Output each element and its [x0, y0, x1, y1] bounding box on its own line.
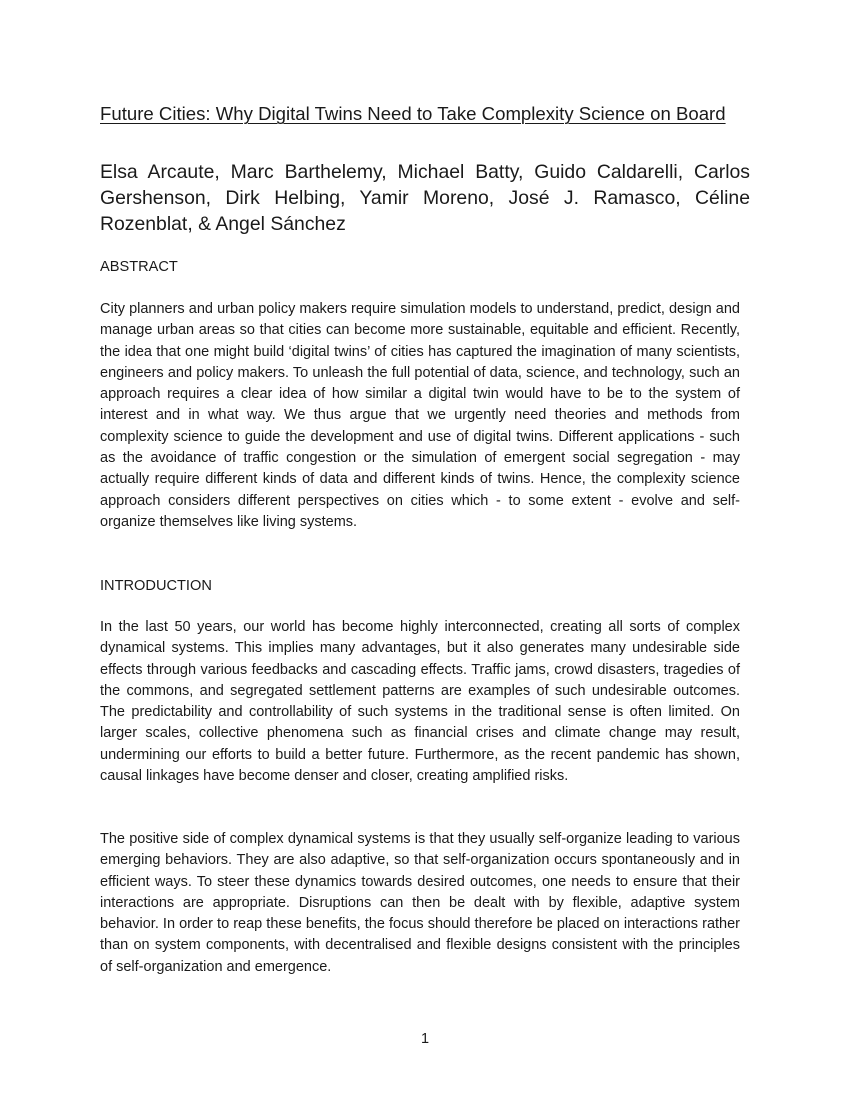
- section-heading-introduction: INTRODUCTION: [100, 578, 212, 594]
- abstract-paragraph: City planners and urban policy makers require simulation models to understand, predict, design and manage urban areas so that cities can become more sustainable, equitable and efficient. Recently, the idea that one might build ‘digital twins’ of cities has captured the imagination of many scientists, engineers and policy makers. To unleash the full potential of data, science, and technology, such an approach requires a clear idea of how similar a digital twin would have to be to the system of interest and in what way. We thus argue that we urgently need theories and methods from complexity science to guide the development and use of digital twins. Different applications - such as the avoidance of traffic congestion or the simulation of emergent social segregation - may actually require different kinds of data and different kinds of twins. Hence, the complexity science approach considers different perspectives on cities which - to some extent - evolve and self-organize themselves like living systems.: [100, 301, 740, 530]
- page-number: 1: [420, 1031, 430, 1047]
- author-list: Elsa Arcaute, Marc Barthelemy, Michael Batty, Guido Caldarelli, Carlos Gershenson, Dirk Helbing, Yamir Moreno, José J. Ramasco, Céline Rozenblat, & Angel Sánchez: [100, 161, 750, 235]
- section-heading-abstract: ABSTRACT: [100, 259, 178, 275]
- paper-title: Future Cities: Why Digital Twins Need to Take Complexity Science on Board: [100, 103, 726, 124]
- introduction-paragraph-1: In the last 50 years, our world has become highly interconnected, creating all sorts of complex dynamical systems. This implies many advantages, but it also generates many undesirable side effects through various feedbacks and cascading effects. Traffic jams, crowd disasters, tragedies of the commons, and segregated settlement patterns are examples of such undesirable outcomes. The predictability and controllability of such systems in the traditional sense is often limited. On larger scales, collective phenomena such as financial crises and climate change may result, undermining our efforts to build a better future. Furthermore, as the recent pandemic has shown, causal linkages have become denser and closer, creating amplified risks.: [100, 619, 740, 785]
- introduction-paragraph-2: The positive side of complex dynamical systems is that they usually self-organize leading to various emerging behaviors. They are also adaptive, so that self-organization occurs spontaneously and in efficient ways. To steer these dynamics towards desired outcomes, one needs to ensure that their interactions are appropriate. Disruptions can then be dealt with by flexible, adaptive system behavior. In order to reap these benefits, the focus should therefore be placed on interactions rather than on system components, with decentralised and flexible designs consistent with the principles of self-organization and emergence.: [100, 831, 740, 975]
